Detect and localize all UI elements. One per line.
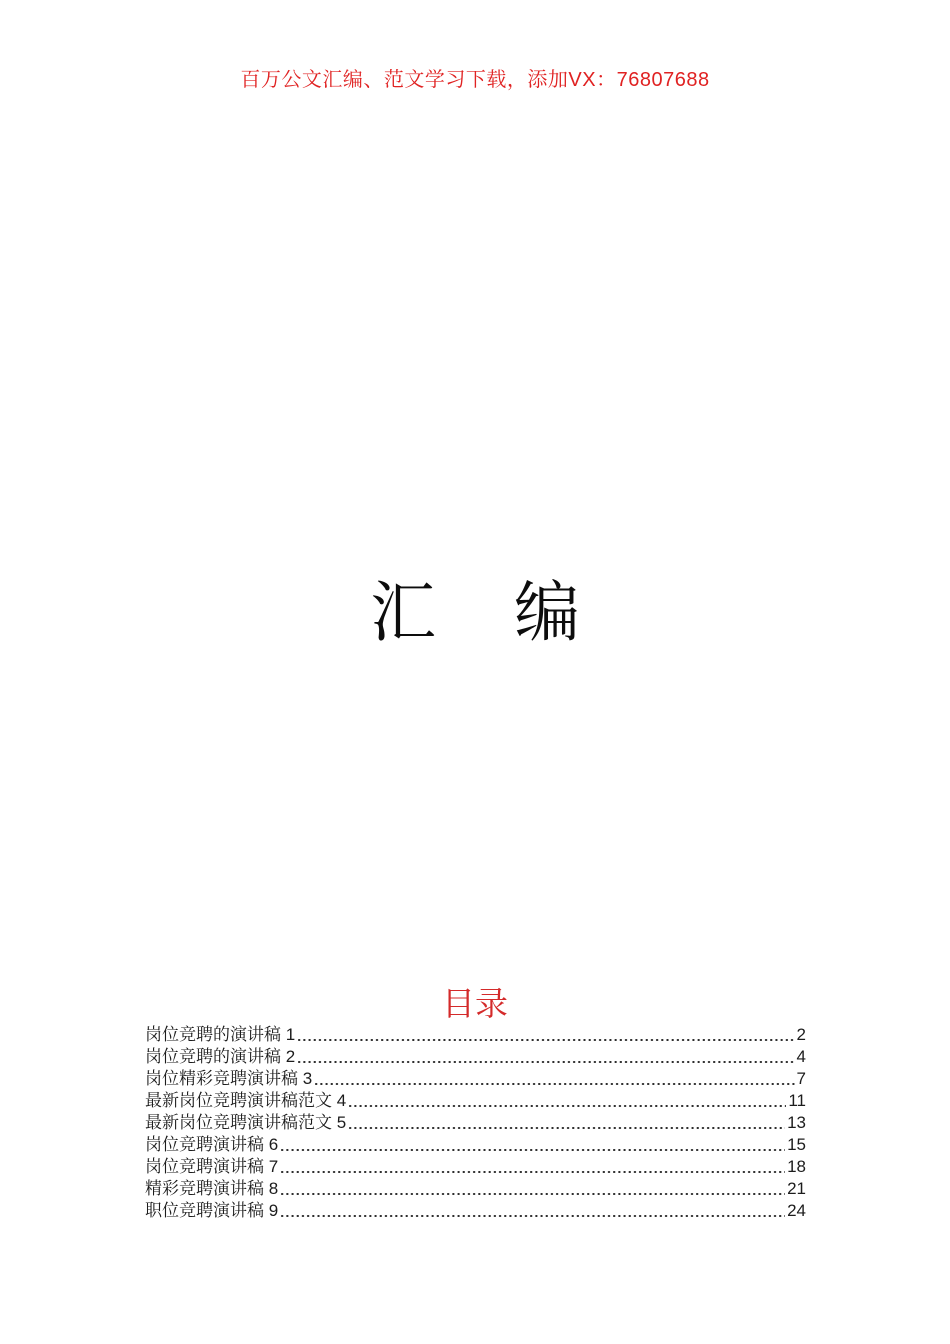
toc-entry-label: 岗位竞聘的演讲稿 1 [145, 1025, 296, 1044]
toc-leader-dots [281, 1215, 785, 1217]
toc-entry[interactable] [145, 1112, 806, 1134]
toc-entry-page: 15 [787, 1135, 806, 1154]
toc-leader-dots [281, 1171, 785, 1173]
main-title-char-1: 汇 [370, 577, 436, 650]
toc-leader-dots [315, 1083, 794, 1085]
toc-leader-dots [281, 1149, 785, 1151]
toc-entry-label: 最新岗位竞聘演讲稿范文 4 [145, 1091, 347, 1110]
toc-entry-label: 最新岗位竞聘演讲稿范文 5 [145, 1113, 347, 1132]
toc-entry-label: 岗位竞聘演讲稿 6 [145, 1135, 279, 1154]
toc-leader-dots [298, 1039, 794, 1041]
toc-leader-dots [349, 1127, 785, 1129]
toc-entry-label: 精彩竞聘演讲稿 8 [145, 1179, 279, 1198]
toc-entry-label: 岗位竞聘演讲稿 7 [145, 1157, 279, 1176]
promo-header-text: 百万公文汇编、范文学习下载，添加VX：76807688 [240, 69, 710, 91]
toc-leader-dots [349, 1105, 786, 1107]
toc-title: 目录 [442, 987, 508, 1023]
toc-list [145, 1024, 806, 1222]
toc-entry[interactable] [145, 1178, 806, 1200]
toc-entry-page: 11 [788, 1091, 806, 1110]
toc-entry[interactable] [145, 1068, 806, 1090]
toc-entry-label: 岗位精彩竞聘演讲稿 3 [145, 1069, 313, 1088]
main-title-char-2: 编 [514, 577, 580, 650]
main-title [0, 579, 950, 648]
toc-entry-page: 21 [787, 1179, 806, 1198]
toc-entry-label: 岗位竞聘的演讲稿 2 [145, 1047, 296, 1066]
toc-entry[interactable] [145, 1134, 806, 1156]
toc-entry[interactable] [145, 1024, 806, 1046]
toc-entry-label: 职位竞聘演讲稿 9 [145, 1201, 279, 1220]
toc-entry-page: 18 [787, 1157, 806, 1176]
toc-entry-page: 2 [796, 1025, 806, 1044]
toc-entry-page: 4 [796, 1047, 806, 1066]
toc-entry[interactable] [145, 1156, 806, 1178]
toc-entry[interactable] [145, 1046, 806, 1068]
toc-entry[interactable] [145, 1090, 806, 1112]
toc-entry-page: 24 [787, 1201, 806, 1220]
toc-entry-page: 13 [787, 1113, 806, 1132]
toc-leader-dots [281, 1193, 785, 1195]
toc-entry-page: 7 [796, 1069, 806, 1088]
toc-entry[interactable] [145, 1200, 806, 1222]
toc-leader-dots [298, 1061, 794, 1063]
